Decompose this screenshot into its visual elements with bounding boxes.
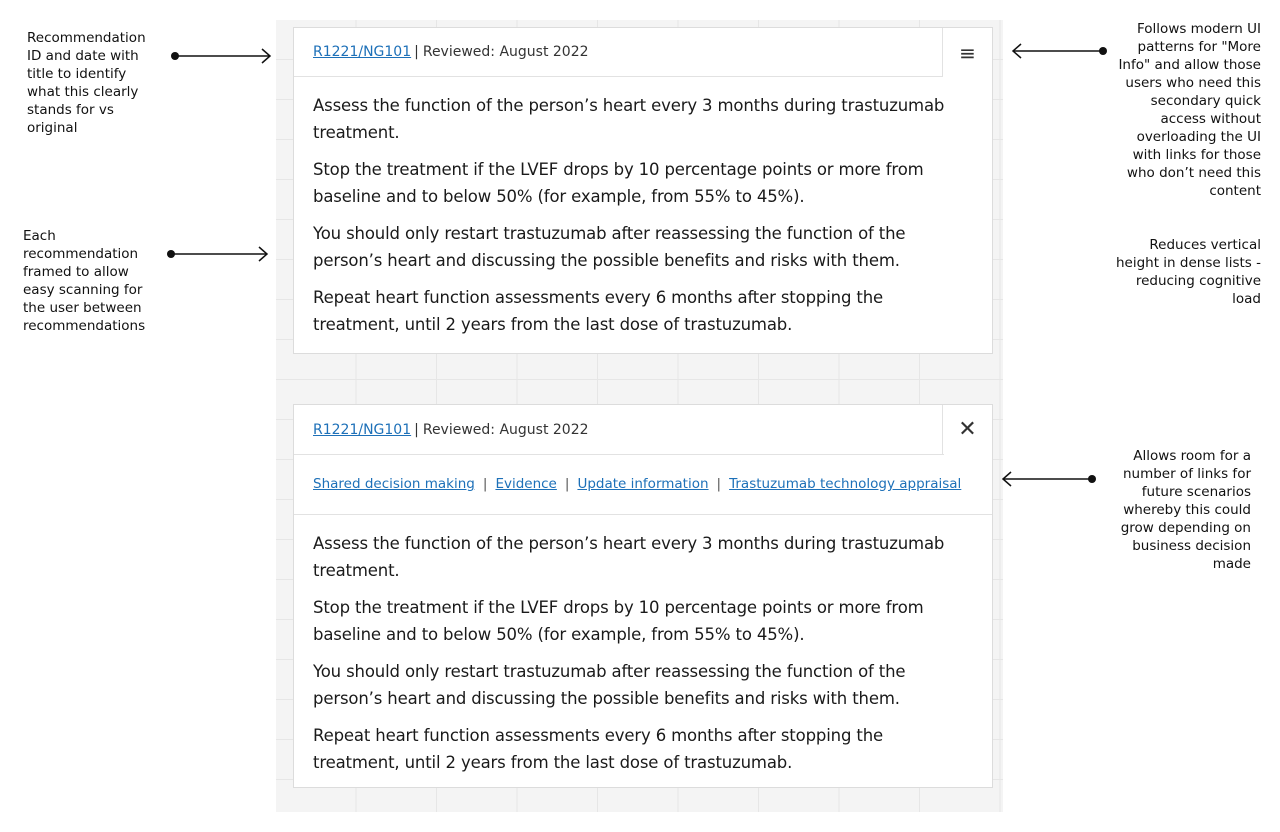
annotation-more-info: Follows modern UI patterns for "More Info" and allow those users who need this secondary quick access without overloading the UI with links for those who don’t need this content	[1118, 21, 1261, 199]
header-separator: |	[414, 44, 419, 60]
reviewed-date: Reviewed: August 2022	[422, 421, 589, 438]
annotation-vertical-height: Reduces vertical height in dense lists - reducing cognitive load	[1115, 237, 1261, 307]
recommendation-paragraph: You should only restart trastuzumab after reassessing the function of the person’s heart and discussing the possible benefits and risks with them.	[313, 224, 906, 270]
recommendation-paragraph: You should only restart trastuzumab after reassessing the function of the person’s heart and discussing the possible benefits and risks with them.	[313, 662, 906, 708]
annotation-framing: Each recommendation framed to allow easy scanning for the user between recommendations	[23, 228, 146, 334]
link-separator: |	[716, 476, 722, 492]
annotation-id-date: Recommendation ID and date with title to identify what this clearly stands for vs original	[27, 30, 146, 136]
recommendation-paragraph: Stop the treatment if the LVEF drops by 10 percentage points or more from baseline and to below 50% (for example, from 55% to 45%).	[313, 160, 924, 206]
header-separator: |	[414, 421, 419, 438]
recommendation-paragraph: Repeat heart function assessments every 6 months after stopping the treatment, until 2 years from the last dose of trastuzumab.	[313, 726, 884, 772]
link-separator: |	[482, 476, 488, 492]
hamburger-menu-icon: ≡	[959, 40, 976, 65]
recommendation-paragraph: Assess the function of the person’s heart every 3 months during trastuzumab treatment.	[313, 534, 945, 580]
link-technology-appraisal[interactable]: Trastuzumab technology appraisal	[729, 476, 962, 492]
annotation-links-room: Allows room for a number of links for future scenarios whereby this could grow depending on business decision made	[1120, 448, 1251, 572]
link-separator: |	[564, 476, 570, 492]
close-icon: ✕	[958, 417, 977, 442]
recommendation-paragraph: Repeat heart function assessments every 6 months after stopping the treatment, until 2 years from the last dose of trastuzumab.	[313, 288, 884, 334]
recommendation-paragraph: Stop the treatment if the LVEF drops by 10 percentage points or more from baseline and to below 50% (for example, from 55% to 45%).	[313, 598, 924, 644]
link-evidence[interactable]: Evidence	[495, 476, 557, 492]
recommendation-id-link[interactable]: R1221/NG101	[313, 421, 412, 438]
recommendation-paragraph: Assess the function of the person’s heart every 3 months during trastuzumab treatment.	[313, 96, 945, 142]
recommendation-id-link[interactable]: R1221/NG101	[313, 44, 412, 60]
link-shared-decision-making[interactable]: Shared decision making	[313, 476, 475, 492]
reviewed-date: Reviewed: August 2022	[422, 44, 589, 60]
link-update-information[interactable]: Update information	[577, 476, 709, 492]
